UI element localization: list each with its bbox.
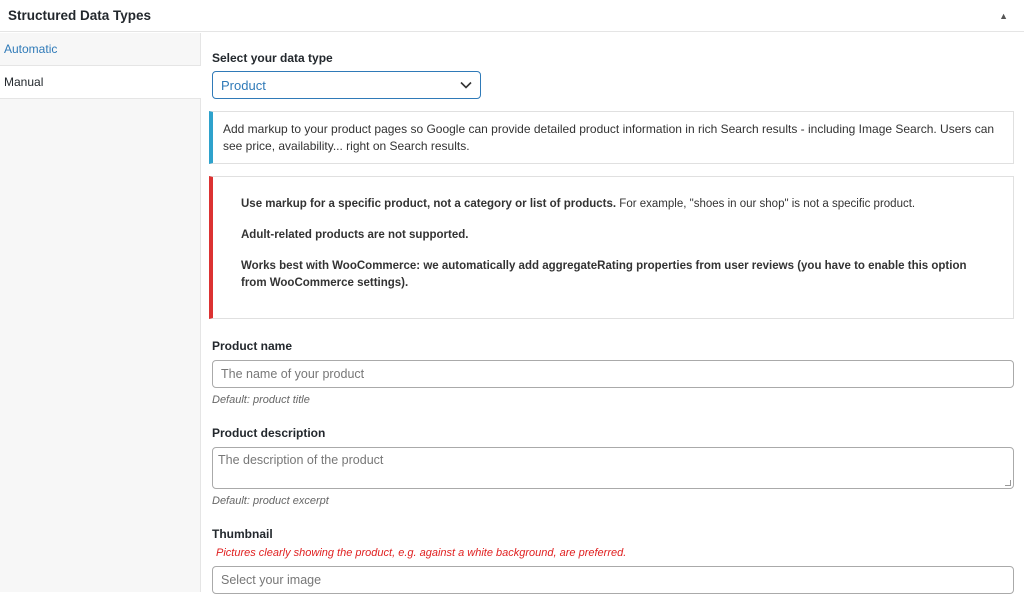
collapse-toggle-icon[interactable]: ▲ xyxy=(999,10,1008,21)
warning-paragraph xyxy=(241,196,985,213)
chevron-down-icon xyxy=(460,81,472,89)
sidebar xyxy=(0,33,201,592)
data-type-label: Select your data type xyxy=(212,51,333,65)
warning-paragraph xyxy=(241,227,985,244)
thumbnail-note: Pictures clearly showing the product, e.g. against a white background, are preferred. xyxy=(216,547,627,559)
product-name-input[interactable]: The name of your product xyxy=(212,360,1014,388)
product-description-placeholder: The description of the product xyxy=(218,453,384,467)
product-description-field xyxy=(212,426,1014,507)
info-notice: Add markup to your product pages so Google can provide detailed product information in rich Search results - including Image Search. Users can see price, availability... right on Search results. xyxy=(209,111,1014,164)
product-description-hint: Default: product excerpt xyxy=(212,495,329,507)
panel-title: Structured Data Types xyxy=(8,8,152,23)
warning-text: For example, "shoes in our shop" is not a specific product. xyxy=(616,198,916,210)
resize-handle-icon[interactable] xyxy=(1005,480,1011,486)
product-name-hint: Default: product title xyxy=(212,394,310,406)
product-description-label: Product description xyxy=(212,426,326,440)
warning-notice xyxy=(209,176,1014,319)
product-description-textarea[interactable] xyxy=(212,447,1014,489)
data-type-select[interactable] xyxy=(212,71,481,99)
warning-paragraph xyxy=(241,258,985,292)
sidebar-item-automatic[interactable]: Automatic xyxy=(0,33,200,66)
warning-bold-text: Use markup for a specific product, not a category or list of products. xyxy=(241,198,617,210)
warning-bold-text: Adult-related products are not supported. xyxy=(241,229,469,241)
panel-header xyxy=(0,0,1024,32)
warning-bold-text: Works best with WooCommerce: we automatically add aggregateRating properties from user reviews (you have to enable this option from WooCommerce settings). xyxy=(241,260,967,289)
thumbnail-label: Thumbnail xyxy=(212,527,273,541)
data-type-value: Product xyxy=(221,77,266,93)
product-name-label: Product name xyxy=(212,339,293,353)
main-content xyxy=(212,33,1014,594)
sidebar-item-manual[interactable]: Manual xyxy=(0,66,201,99)
thumbnail-input[interactable]: Select your image xyxy=(212,566,1014,594)
product-name-field xyxy=(212,339,1014,406)
thumbnail-field xyxy=(212,527,1014,594)
